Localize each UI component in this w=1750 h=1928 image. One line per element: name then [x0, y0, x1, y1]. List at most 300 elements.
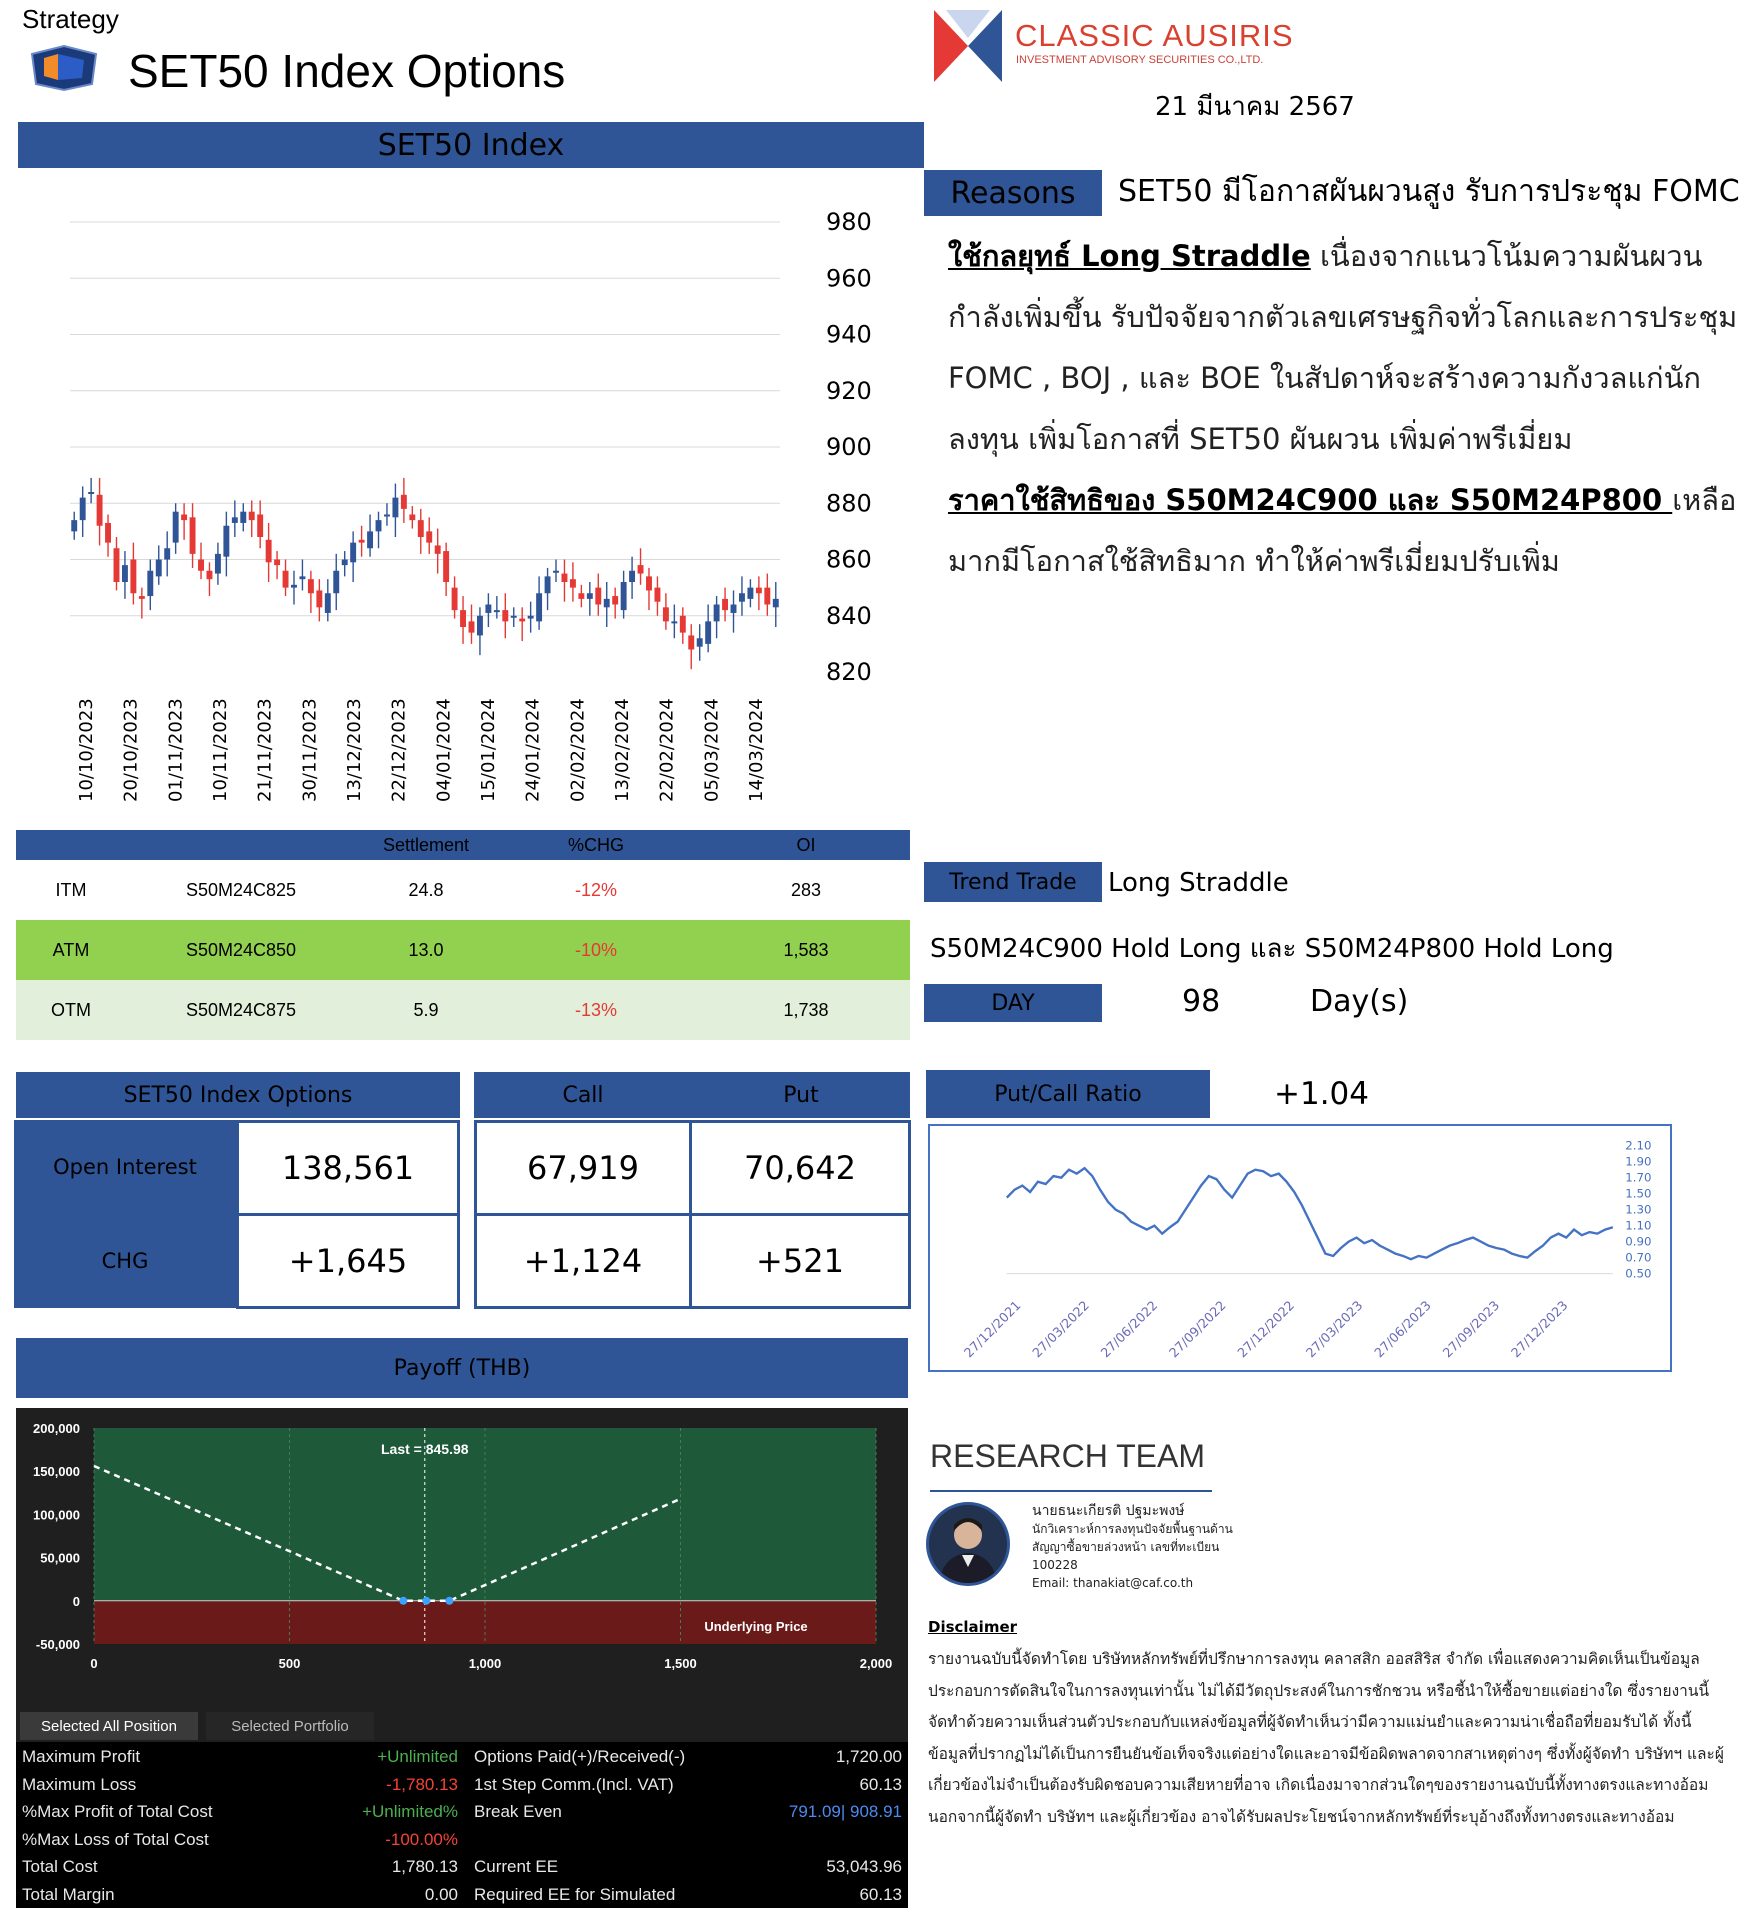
research-team-title: RESEARCH TEAM: [930, 1438, 1206, 1474]
candle: [460, 596, 466, 644]
candle: [426, 517, 432, 554]
candle: [249, 500, 255, 537]
chg-cell: -13%: [574, 999, 618, 1020]
candle: [502, 593, 508, 638]
candle: [316, 579, 322, 621]
series-line: [1007, 1168, 1613, 1259]
y-tick-label: 860: [826, 545, 872, 574]
candle-body: [545, 576, 551, 593]
x-tick-label: 13/12/2023: [344, 698, 365, 802]
tab-selected-portfolio[interactable]: Selected Portfolio: [206, 1712, 374, 1740]
candle-body: [257, 515, 263, 538]
x-tick-label: 1,000: [468, 1656, 502, 1671]
y-tick-label: 1.30: [1625, 1202, 1652, 1217]
x-tick-label: 27/06/2022: [1098, 1298, 1162, 1362]
candle-body: [587, 593, 593, 599]
payoff-marker: [445, 1597, 453, 1605]
candle-body: [511, 616, 517, 618]
call-label: Call: [562, 1082, 604, 1108]
x-tick-label: 05/03/2024: [701, 698, 723, 802]
table-row: [16, 920, 910, 980]
candle-body: [663, 607, 669, 621]
candle: [97, 478, 103, 546]
candle-body: [240, 512, 246, 523]
reasons-strike-text: เหลือมากมีโอกาสใช้สิทธิมาก ทำให้ค่าพรีเมี่ยมปรับเพิ่ม: [948, 483, 1737, 578]
candle: [181, 503, 187, 540]
candle: [342, 551, 348, 576]
settlement-cell: 24.8: [408, 879, 444, 900]
candle: [240, 503, 246, 531]
put-call-ratio-value: +1.04: [1274, 1076, 1369, 1112]
candle-body: [629, 571, 635, 582]
x-tick-label: 10/10/2023: [76, 698, 97, 802]
y-tick-label: 940: [826, 320, 872, 349]
candle-body: [350, 543, 356, 563]
set50-candlestick-chart: [18, 172, 918, 812]
payoff-marker: [399, 1597, 407, 1605]
candle-body: [469, 621, 475, 632]
candle: [223, 512, 229, 577]
x-tick-label: 27/12/2021: [961, 1298, 1025, 1362]
candle: [764, 574, 770, 616]
candle-body: [342, 560, 348, 566]
y-tick-label: 0.90: [1625, 1234, 1652, 1249]
candle-body: [604, 599, 610, 607]
candle: [494, 596, 500, 619]
x-tick-label: 01/11/2023: [165, 698, 187, 802]
candle: [595, 574, 601, 616]
candle: [122, 551, 128, 599]
oi-row-labels: [14, 1120, 236, 1308]
y-tick-label: 880: [826, 489, 872, 518]
stat-value: +Unlimited: [377, 1747, 458, 1766]
stat-value: 53,043.96: [826, 1857, 902, 1877]
oi-summary-title: SET50 Index Options: [16, 1072, 460, 1118]
x-tick-label: 27/03/2023: [1303, 1298, 1367, 1362]
candle-body: [376, 520, 382, 531]
candle-body: [747, 588, 753, 599]
candle-body: [460, 610, 466, 627]
candle: [697, 624, 703, 661]
candle: [384, 503, 390, 526]
candle-body: [173, 512, 179, 543]
y-tick-label: 150,000: [33, 1464, 80, 1480]
table-row: [16, 980, 910, 1040]
candle: [215, 543, 221, 585]
candle-body: [392, 498, 398, 518]
y-tick-label: 900: [826, 433, 872, 461]
candle: [105, 515, 111, 557]
trend-trade-tag: Trend Trade: [924, 862, 1102, 902]
y-tick-label: 1.90: [1625, 1154, 1652, 1169]
x-tick-label: 27/09/2022: [1166, 1298, 1230, 1362]
candle: [570, 562, 576, 601]
candle: [435, 529, 441, 574]
stat-value: -100.00%: [385, 1829, 458, 1849]
candle-body: [418, 520, 424, 537]
candle-body: [283, 571, 289, 588]
chg-label: CHG: [101, 1249, 149, 1273]
candle-body: [671, 621, 677, 623]
table-header: [16, 830, 910, 860]
candle: [164, 531, 170, 576]
y-tick-label: 2.10: [1625, 1138, 1652, 1153]
analyst-name: นายธนะเกียรติ ปฐมะพงษ์: [1032, 1503, 1185, 1519]
candle: [545, 568, 551, 610]
candle-body: [638, 565, 644, 573]
candle-body: [519, 619, 525, 622]
reasons-strategy-text: เนื่องจากแนวโน้มความผันผวนกำลังเพิ่มขึ้น รับปัจจัยจากตัวเลขเศรษฐกิจทั่วโลกและการประชุม FOMC , BOJ , และ BOE ในสัปดาห์จะสร้างความกังวลแก่นักลงทุน เพิ่มโอกาสที่ SET50 ผันผวน เพิ่มค่าพรีเมี่ยม: [948, 239, 1738, 456]
candle: [156, 545, 162, 584]
put-label: Put: [783, 1082, 819, 1108]
stat-value: -1,780.13: [386, 1774, 458, 1794]
stat-label: Total Margin: [22, 1885, 115, 1904]
candle: [325, 579, 331, 621]
x-tick-label: 20/10/2023: [120, 698, 142, 802]
candle: [612, 588, 618, 619]
x-tick-label: 2,000: [859, 1656, 893, 1671]
col-chg: %CHG: [567, 834, 624, 855]
brand-subtitle: INVESTMENT ADVISORY SECURITIES CO.,LTD.: [1016, 54, 1264, 66]
candle-body: [435, 545, 441, 553]
candle-body: [139, 596, 145, 599]
candle-body: [223, 526, 229, 557]
reasons-body: [948, 226, 1738, 592]
candle: [443, 543, 449, 596]
analyst-role-1: นักวิเคราะห์การลงทุนปัจจัยพื้นฐานด้าน: [1032, 1522, 1233, 1536]
candle-body: [215, 554, 221, 574]
settlement-cell: 5.9: [413, 999, 439, 1020]
x-tick-label: 27/03/2022: [1030, 1298, 1093, 1362]
tab-selected-all-position[interactable]: Selected All Position: [20, 1712, 198, 1740]
candle: [80, 486, 86, 537]
put-oi-value: 70,642: [689, 1120, 911, 1216]
candle-body: [562, 574, 568, 582]
candle: [376, 512, 382, 549]
x-tick-label: 24/01/2024: [522, 698, 544, 802]
candle-body: [299, 576, 305, 579]
analyst-email[interactable]: Email: thanakiat@caf.co.th: [1032, 1576, 1194, 1590]
series-cell: S50M24C850: [185, 939, 297, 960]
candle-body: [739, 593, 745, 601]
candle: [418, 509, 424, 554]
candle-body: [443, 551, 449, 582]
candle: [350, 531, 356, 582]
x-tick-label: 0: [90, 1656, 98, 1671]
reasons-strike-bold: ราคาใช้สิทธิของ S50M24C900 และ S50M24P800: [948, 483, 1673, 517]
x-tick-label: 02/02/2024: [567, 698, 589, 802]
research-divider: [930, 1490, 1212, 1492]
col-settlement: Settlement: [382, 834, 470, 855]
candle: [739, 576, 745, 615]
candle: [629, 557, 635, 599]
candle-body: [97, 495, 103, 526]
candle-body: [578, 593, 584, 599]
candle-body: [105, 523, 111, 543]
candle: [756, 576, 762, 610]
candle-body: [764, 588, 770, 605]
candle: [604, 582, 610, 627]
candle-body: [198, 560, 204, 571]
y-tick-label: 840: [826, 601, 872, 630]
candle-body: [291, 585, 297, 588]
y-tick-label: 0.70: [1625, 1250, 1652, 1265]
x-tick-label: 22/12/2023: [388, 698, 410, 802]
last-price-label: Last = 845.98: [380, 1441, 469, 1457]
oi-cell: 1,583: [783, 939, 829, 960]
stat-value: 0.00: [424, 1885, 458, 1904]
stat-label: Required EE for Simulated: [474, 1885, 676, 1904]
candle: [519, 607, 525, 641]
candle: [198, 543, 204, 580]
candle: [663, 593, 669, 630]
chart-gridlines: [70, 222, 780, 616]
candle-body: [274, 560, 280, 566]
stat-label: %Max Loss of Total Cost: [22, 1829, 209, 1849]
candle-body: [494, 610, 500, 612]
y-tick-label: 920: [826, 376, 872, 405]
call-oi-value: 67,919: [474, 1120, 692, 1216]
stat-label: Maximum Loss: [22, 1774, 137, 1794]
candle: [485, 593, 491, 627]
candle-body: [502, 610, 508, 621]
candle: [536, 576, 542, 629]
candle-body: [536, 593, 542, 621]
open-interest-label: Open Interest: [53, 1155, 197, 1179]
candle-body: [316, 590, 322, 607]
candle: [688, 624, 694, 669]
candle-body: [181, 515, 187, 521]
candle-body: [71, 520, 77, 531]
candle-body: [164, 548, 170, 559]
candle: [469, 605, 475, 644]
candle-body: [130, 560, 136, 594]
candle-body: [147, 571, 153, 596]
stat-label: 1st Step Comm.(Incl. VAT): [474, 1774, 674, 1794]
candle-body: [477, 616, 483, 636]
stat-label: %Max Profit of Total Cost: [22, 1802, 213, 1822]
candle: [477, 607, 483, 655]
candle: [147, 560, 153, 611]
candle-body: [308, 579, 314, 593]
reasons-tag: Reasons: [924, 170, 1102, 216]
candle: [232, 500, 238, 537]
x-tick-label: 14/03/2024: [746, 698, 767, 802]
x-tick-label: 15/01/2024: [478, 698, 499, 802]
oi-cell: 283: [790, 879, 822, 900]
payoff-panel: [16, 1408, 908, 1908]
x-tick-label: 27/09/2023: [1440, 1298, 1503, 1362]
candle: [409, 506, 415, 529]
series-cell: S50M24C875: [185, 999, 297, 1020]
candle-body: [122, 565, 128, 582]
x-tick-label: 13/02/2024: [612, 698, 633, 802]
candle: [274, 551, 280, 579]
candle: [705, 605, 711, 653]
candle: [283, 560, 289, 597]
candle-body: [114, 548, 120, 582]
call-put-header: [474, 1072, 910, 1118]
candle-body: [646, 576, 652, 590]
x-tick-label: 30/11/2023: [299, 698, 321, 802]
candle-body: [333, 571, 339, 594]
candle-body: [553, 571, 559, 573]
stat-value: 1,780.13: [391, 1857, 458, 1877]
candle: [401, 478, 407, 523]
x-tick-label: 10/11/2023: [210, 698, 231, 802]
payoff-header: Payoff (THB): [16, 1338, 908, 1398]
y-tick-label: 0.50: [1625, 1266, 1652, 1281]
payoff-marker: [422, 1597, 430, 1605]
candle-body: [722, 599, 728, 610]
candle-body: [714, 605, 720, 622]
analyst-reg: 100228: [1032, 1558, 1078, 1572]
stat-value: 60.13: [859, 1885, 902, 1904]
candle-body: [384, 515, 390, 517]
payoff-chart: [16, 1408, 908, 1714]
stat-value: 1,720.00: [835, 1747, 902, 1766]
reasons-headline: SET50 มีโอกาสผันผวนสูง รับการประชุม FOMC: [1118, 174, 1740, 209]
candle-body: [426, 531, 432, 542]
candle-body: [401, 495, 407, 509]
stat-label: Total Cost: [22, 1857, 98, 1877]
candle-body: [266, 540, 272, 563]
underlying-price-label: Underlying Price: [704, 1619, 808, 1635]
candle: [257, 500, 263, 548]
y-tick-label: 820: [826, 658, 872, 686]
candle: [88, 478, 94, 503]
payoff-stats: [16, 1742, 908, 1908]
stat-label: Break Even: [474, 1802, 562, 1822]
moneyness-cell: ITM: [55, 879, 87, 900]
y-tick-label: 960: [826, 264, 872, 293]
candle-body: [485, 605, 491, 613]
y-tick-label: 980: [826, 208, 872, 236]
candle-body: [80, 498, 86, 521]
candle: [511, 607, 517, 627]
candle: [528, 602, 534, 633]
candle-body: [570, 579, 576, 587]
x-tick-label: 21/11/2023: [254, 698, 276, 802]
stat-value: +Unlimited%: [362, 1802, 458, 1822]
candle: [747, 579, 753, 607]
candle: [553, 560, 559, 583]
candle-body: [367, 531, 373, 548]
candle-body: [654, 588, 660, 602]
trend-trade-value: Long Straddle: [1108, 868, 1289, 898]
candle-body: [621, 582, 627, 610]
candle: [130, 543, 136, 605]
candle: [359, 526, 365, 557]
put-call-ratio-chart: [928, 1124, 1672, 1372]
candle: [291, 571, 297, 605]
candle: [671, 605, 677, 639]
candle: [714, 596, 720, 638]
classic-ausiris-logo: [932, 8, 1002, 84]
candle-body: [705, 621, 711, 644]
stat-label: Current EE: [474, 1857, 559, 1877]
candle-body: [773, 599, 779, 607]
stat-value: 791.09| 908.91: [788, 1802, 902, 1822]
total-chg-value: +1,645: [236, 1213, 460, 1309]
candle: [452, 576, 458, 618]
candle: [646, 568, 652, 610]
candle: [173, 503, 179, 554]
candle: [680, 607, 686, 644]
candle: [562, 560, 568, 602]
report-date: 21 มีนาคม 2567: [1155, 92, 1355, 122]
page-title: SET50 Index Options: [128, 45, 566, 97]
candle-body: [325, 593, 331, 613]
series-cell: S50M24C825: [185, 879, 297, 900]
stat-label: Maximum Profit: [22, 1747, 141, 1766]
candle-body: [190, 517, 196, 554]
candle: [654, 576, 660, 615]
x-tick-label: 27/06/2023: [1371, 1298, 1435, 1362]
y-tick-label: 1.10: [1625, 1218, 1652, 1233]
candle: [621, 571, 627, 619]
x-tick-label: 04/01/2024: [433, 698, 455, 802]
candle: [731, 590, 737, 632]
candle: [308, 571, 314, 613]
candle-body: [731, 605, 737, 613]
stat-label: Options Paid(+)/Received(-): [474, 1747, 686, 1766]
candle: [638, 548, 644, 585]
candle: [190, 503, 196, 568]
trend-positions: S50M24C900 Hold Long และ S50M24P800 Hold Long: [930, 934, 1614, 964]
candle-body: [409, 515, 415, 521]
y-tick-label: 200,000: [33, 1421, 80, 1436]
candle-body: [756, 588, 762, 594]
disclaimer-text: รายงานฉบับนี้จัดทำโดย บริษัทหลักทรัพย์ที่ปรึกษาการลงทุน คลาสสิก ออสสิริส จำกัด เพื่อแสดงความคิดเห็นเป็นข้อมูลประกอบการตัดสินใจในการลงทุนเท่านั้น ไม่ได้มีวัตถุประสงค์ในการชักชวน หรือชี้นำให้ซื้อขายแต่อย่างใด ซึ่งรายงานนี้จัดทำด้วยความเห็นส่วนตัวประกอบกับแหล่งข้อมูลที่ผู้จัดทำเห็นว่ามีความแม่นยำและความน่าเชื่อถือที่ยอมรับได้ ทั้งนี้ข้อมูลที่ปรากฏไม่ได้เป็นการยืนยันข้อเท็จจริงแต่อย่างใดและอาจมีข้อผิดพลาดจากสาเหตุต่างๆ ซึ่งทั้งผู้จัดทำ บริษัทฯ และผู้เกี่ยวข้องไม่จำเป็นต้องรับผิดชอบความเสียหายที่อาจ เกิดเนื่องมาจากส่วนใดๆของรายงานฉบับนี้ทั้งทางตรงและทางอ้อม นอกจากนี้ผู้จัดทำ บริษัทฯ และผู้เกี่ยวข้อง อาจได้รับผลประโยชน์จากหลักทรัพย์ที่ระบุอ้างถึงทั้งทางตรงและทางอ้อม: [928, 1650, 1724, 1826]
candle-body: [359, 540, 365, 543]
put-chg-value: +521: [689, 1213, 911, 1309]
reasons-strategy-bold: ใช้กลยุทธ์ Long Straddle: [948, 239, 1311, 273]
moneyness-cell: ATM: [52, 939, 90, 960]
index-chart-header: SET50 Index: [18, 122, 924, 168]
x-tick-label: 27/12/2022: [1235, 1298, 1298, 1362]
candle: [71, 512, 77, 540]
candle: [578, 585, 584, 608]
stat-value: 60.13: [859, 1774, 902, 1794]
analyst-info: [1032, 1502, 1233, 1592]
total-oi-value: 138,561: [236, 1120, 460, 1216]
candle: [367, 515, 373, 557]
candle: [299, 560, 305, 591]
day-value: 98: [1182, 984, 1221, 1019]
set50-options-logo: [28, 44, 100, 92]
candle: [392, 484, 398, 537]
candle-body: [232, 517, 238, 523]
candle: [266, 523, 272, 582]
candle: [333, 554, 339, 610]
day-unit: Day(s): [1310, 984, 1409, 1019]
oi-cell: 1,738: [783, 999, 829, 1020]
candle-body: [595, 588, 601, 605]
y-tick-label: 100,000: [33, 1507, 80, 1523]
analyst-avatar: [926, 1502, 1010, 1586]
candle-body: [688, 635, 694, 649]
col-oi: OI: [796, 834, 816, 855]
candle-body: [680, 616, 686, 633]
chg-cell: -12%: [574, 879, 618, 900]
analyst-role-2: สัญญาซื้อขายล่วงหน้า เลขที่ทะเบียน: [1032, 1540, 1220, 1554]
candles: [71, 478, 778, 669]
candle-body: [207, 571, 213, 579]
candle: [207, 562, 213, 596]
brand-name: CLASSIC AUSIRIS: [1015, 18, 1294, 53]
candle-body: [88, 492, 94, 494]
